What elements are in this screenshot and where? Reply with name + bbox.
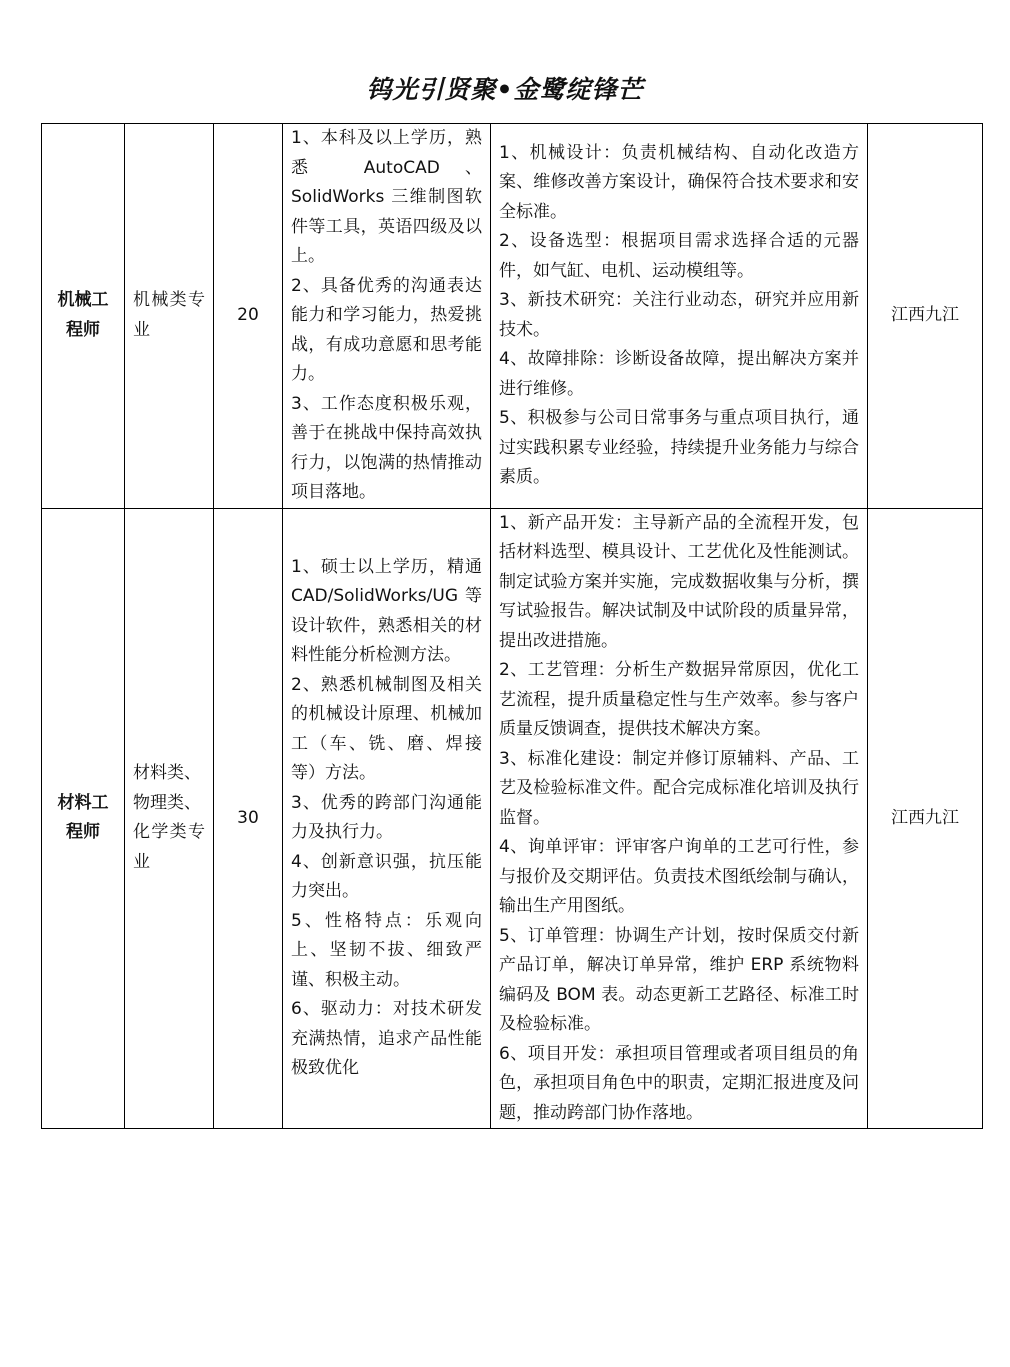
major-cell (125, 124, 214, 509)
duty-item: 4、故障排除：诊断设备故障，提出解决方案并进行维修。 (499, 349, 859, 399)
major-text: 机械类专业 (133, 290, 205, 340)
duty-item: 1、机械设计：负责机械结构、自动化改造方案、维修改善方案设计，确保符合技术要求和安全标准。 (499, 142, 859, 222)
duties-cell (491, 508, 868, 1129)
duty-item: 3、标准化建设：制定并修订原辅料、产品、工艺及检验标准文件。配合完成标准化培训及执行监督。 (499, 748, 859, 828)
requirement-item: 3、优秀的跨部门沟通能力及执行力。 (291, 792, 482, 843)
location: 江西九江 (891, 305, 959, 325)
page-title: 钨光引贤聚•金鹭绽锋芒 (366, 75, 644, 104)
job-title-cell (42, 508, 125, 1129)
requirement-item: 3、工作态度积极乐观，善于在挑战中保持高效执行力，以饱满的热情推动项目落地。 (291, 393, 482, 502)
requirement-item: 2、具备优秀的沟通表达能力和学习能力，热爱挑战，有成功意愿和思考能力。 (291, 275, 482, 384)
job-title: 机械工程师 (57, 290, 109, 340)
requirement-item: 4、创新意识强，抗压能力突出。 (291, 851, 482, 902)
requirement-item: 5、性格特点：乐观向上、坚韧不拔、细致严谨、积极主动。 (291, 910, 482, 990)
major-cell (125, 508, 214, 1129)
requirement-item: 1、硕士以上学历，精通 CAD/SolidWorks/UG 等设计软件，熟悉相关的材料性能分析检测方法。 (291, 556, 482, 666)
table-row (42, 124, 983, 509)
major-line: 材料类、 (133, 763, 201, 784)
headcount-cell (214, 508, 283, 1129)
location-cell (868, 508, 983, 1129)
duty-item: 3、新技术研究：关注行业动态，研究并应用新技术。 (499, 290, 859, 340)
headcount: 30 (237, 807, 259, 828)
duty-item: 5、积极参与公司日常事务与重点项目执行，通过实践积累专业经验，持续提升业务能力与综合素质。 (499, 408, 859, 488)
requirements-cell (283, 508, 491, 1129)
job-table (41, 123, 983, 1129)
requirement-item: 6、驱动力：对技术研发充满热情，追求产品性能极致优化 (291, 999, 482, 1079)
duty-item: 5、订单管理：协调生产计划，按时保质交付新产品订单，解决订单异常，维护 ERP 系统物料编码及 BOM 表。动态更新工艺路径、标准工时及检验标准。 (499, 925, 859, 1034)
requirement-item: 1、本科及以上学历，熟悉 AutoCAD、SolidWorks 三维制图软件等工具，英语四级及以上。 (291, 128, 482, 266)
job-title: 材料工程师 (57, 792, 109, 843)
duty-item: 4、询单评审：评审客户询单的工艺可行性，参与报价及交期评估。负责技术图纸绘制与确认，输出生产用图纸。 (499, 837, 859, 916)
headcount-cell (214, 124, 283, 509)
duty-item: 2、设备选型：根据项目需求选择合适的元器件，如气缸、电机、运动模组等。 (499, 231, 859, 281)
major-line: 化学类专业 (133, 822, 205, 872)
duty-item: 6、项目开发：承担项目管理或者项目组员的角色，承担项目角色中的职责，定期汇报进度及问题，推动跨部门协作落地。 (499, 1043, 859, 1123)
job-title-cell (42, 124, 125, 509)
duties-cell (491, 124, 868, 509)
major-line: 物理类、 (133, 792, 201, 813)
table-row (42, 508, 983, 1129)
duty-item: 1、新产品开发：主导新产品的全流程开发，包括材料选型、模具设计、工艺优化及性能测试。制定试验方案并实施，完成数据收集与分析，撰写试验报告。解决试制及中试阶段的质量异常，提出改进措施。 (499, 512, 859, 651)
headcount: 20 (237, 305, 259, 325)
requirements-cell (283, 124, 491, 509)
requirement-item: 2、熟悉机械制图及相关的机械设计原理、机械加工（车、铣、磨、焊接等）方法。 (291, 674, 482, 784)
location-cell (868, 124, 983, 509)
location: 江西九江 (891, 807, 959, 828)
duty-item: 2、工艺管理：分析生产数据异常原因，优化工艺流程，提升质量稳定性与生产效率。参与客户质量反馈调查，提供技术解决方案。 (499, 660, 859, 739)
